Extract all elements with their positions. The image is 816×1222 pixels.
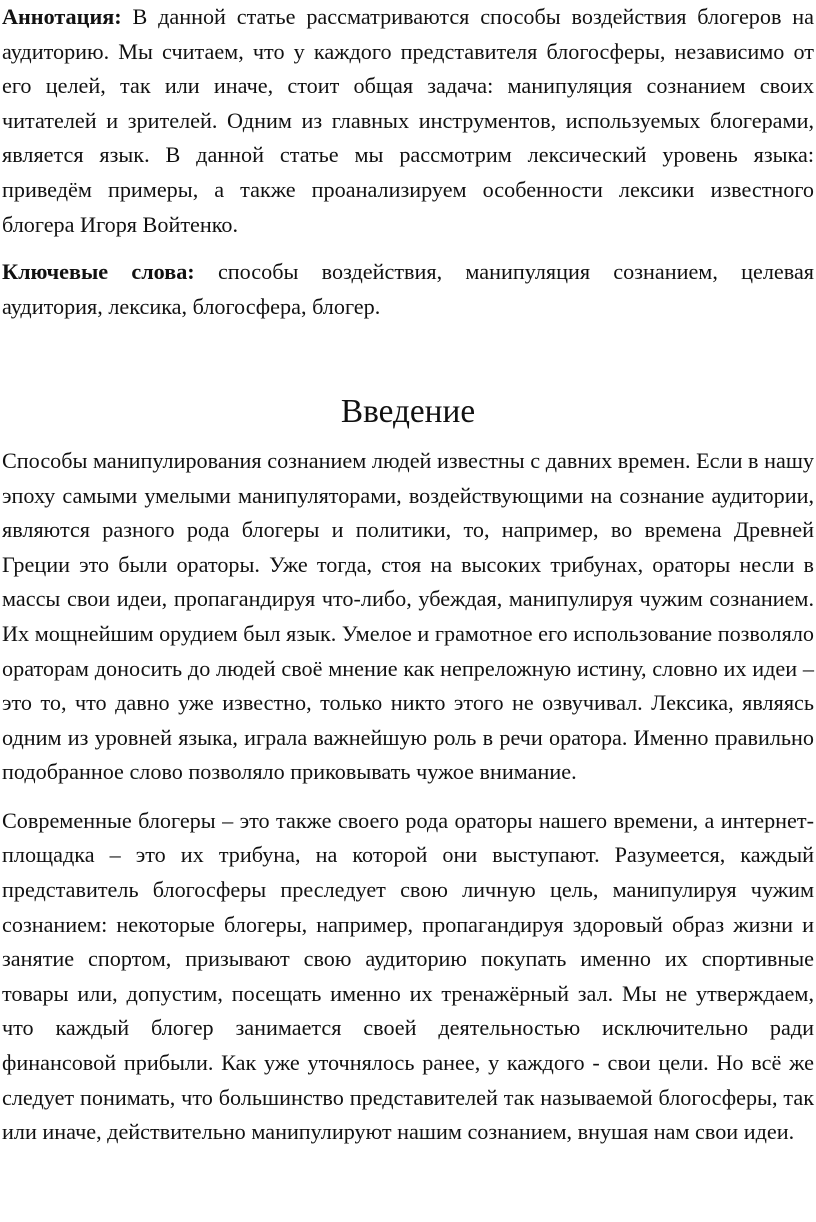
keywords-text: способы воздействия, манипуляция сознанием, целевая аудитория, лексика, блогосфера, блогер. [2,259,815,319]
introduction-paragraph-2: Современные блогеры – это также своего рода ораторы нашего времени, а интернет-площадка – это их трибуна, на которой они выступают. Разумеется, каждый представитель блогосферы преследует свою личную цель, манипулируя чужим сознанием: некоторые блогеры, например, пропагандируя здоровый образ жизни и занятие спортом, призывают свою аудиторию покупать именно их спортивные товары или, допустим, посещать именно их тренажёрный зал. Мы не утверждаем, что каждый блогер занимается своей деятельностью исключительно ради финансовой прибыли. Как уже уточнялось ранее, у каждого - свои цели. Но всё же следует понимать, что большинство представителей так называемой блогосферы, так или иначе, действительно манипулируют нашим сознанием, внушая нам свои идеи. [2,807,814,1145]
document-page [2,0,814,1150]
keywords-label: Ключевые слова: [2,259,195,285]
introduction-paragraph-1: Способы манипулирования сознанием людей известны с давних времен. Если в нашу эпоху самыми умелыми манипуляторами, воздействующими на сознание аудитории, являются разного рода блогеры и политики, то, например, во времена Древней Греции это были ораторы. Уже тогда, стоя на высоких трибунах, ораторы несли в массы свои идеи, пропагандируя что-либо, убеждая, манипулируя чужим сознанием. Их мощнейшим орудием был язык. Умелое и грамотное его использование позволяло ораторам доносить до людей своё мнение как непреложную истину, словно их идеи – это то, что давно уже известно, только никто этого не озвучивал. Лексика, являясь одним из уровней языка, играла важнейшую роль в речи оратора. Именно правильно подобранное слово позволяло приковывать чужое внимание. [2,447,814,785]
abstract-label: Аннотация: [2,4,122,29]
abstract-paragraph [2,0,814,242]
keywords-paragraph [2,255,814,324]
section-title-introduction: Введение [340,393,476,431]
abstract-text: В данной статье рассматриваются способы воздействия блогеров на аудиторию. Мы считаем, что у каждого представителя блогосферы, независимо от его целей, так или иначе, стоит общая задача: манипуляция сознанием своих читателей и зрителей. Одним из главных инструментов, используемых блогерами, является язык. В данной статье мы рассмотрим лексический уровень языка: приведём примеры, а также проанализируем особенности лексики известного блогера Игоря Войтенко. [2,4,815,237]
